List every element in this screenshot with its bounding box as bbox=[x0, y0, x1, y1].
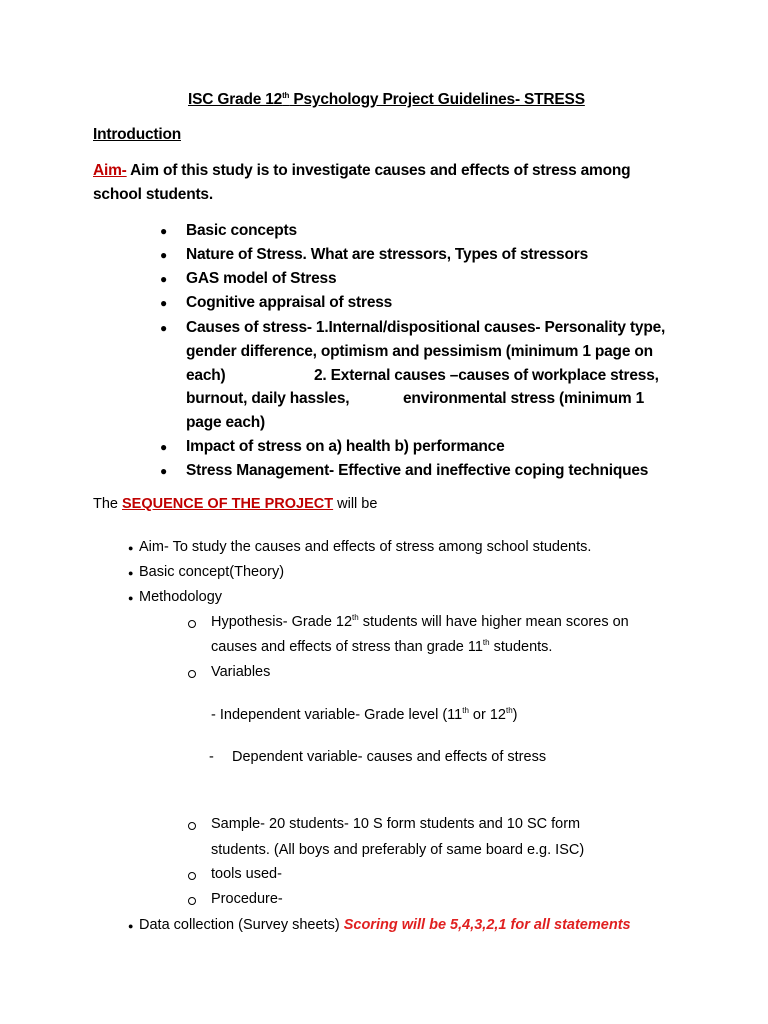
topic-item-cont: environmental stress (minimum 1 bbox=[403, 390, 645, 407]
aim-label: Aim- bbox=[93, 162, 127, 179]
circle-bullet-icon bbox=[188, 670, 196, 678]
circle-bullet-icon bbox=[188, 872, 196, 880]
circle-bullet-icon bbox=[188, 897, 196, 905]
bullet-icon: ● bbox=[128, 568, 134, 578]
independent-variable: - Independent variable- Grade level (11th or 12th) bbox=[211, 706, 518, 723]
topic-item-cont: page each) bbox=[186, 414, 265, 431]
seq-item: Data collection (Survey sheets) Scoring will be 5,4,3,2,1 for all statements bbox=[139, 917, 631, 933]
seq-subitem: Procedure- bbox=[211, 891, 283, 907]
dependent-variable-dash: - bbox=[209, 749, 214, 765]
seq-item: Basic concept(Theory) bbox=[139, 564, 285, 580]
seq-subitem: Hypothesis- Grade 12th students will have higher mean scores on bbox=[211, 613, 629, 630]
aim-line-2: school students. bbox=[93, 186, 213, 203]
bullet-icon: ● bbox=[160, 248, 168, 262]
topic-item: Cognitive appraisal of stress bbox=[186, 294, 393, 311]
bullet-icon: ● bbox=[160, 464, 168, 478]
topic-item: Impact of stress on a) health b) performance bbox=[186, 438, 505, 455]
intro-heading: Introduction bbox=[93, 126, 181, 143]
seq-item: Aim- To study the causes and effects of stress among school students. bbox=[139, 539, 592, 555]
aim-line-1: Aim- Aim of this study is to investigate causes and effects of stress among bbox=[93, 162, 631, 179]
dependent-variable: Dependent variable- causes and effects of stress bbox=[232, 749, 547, 765]
topic-item: GAS model of Stress bbox=[186, 270, 337, 287]
seq-subitem: tools used- bbox=[211, 866, 282, 882]
seq-subitem: Variables bbox=[211, 664, 271, 680]
seq-subitem-cont: causes and effects of stress than grade 11th students. bbox=[211, 638, 553, 655]
bullet-icon: ● bbox=[128, 921, 134, 931]
bullet-icon: ● bbox=[128, 543, 134, 553]
topic-item-cont: 2. External causes –causes of workplace stress, bbox=[314, 367, 659, 384]
topic-item-cont: burnout, daily hassles, bbox=[186, 390, 350, 407]
topic-item: Causes of stress- 1.Internal/dispositional causes- Personality type, bbox=[186, 319, 666, 336]
seq-subitem: Sample- 20 students- 10 S form students and 10 SC form bbox=[211, 816, 581, 832]
topic-item: Nature of Stress. What are stressors, Types of stressors bbox=[186, 246, 589, 263]
circle-bullet-icon bbox=[188, 822, 196, 830]
circle-bullet-icon bbox=[188, 620, 196, 628]
topic-item-cont: each) bbox=[186, 367, 226, 384]
topic-item: Basic concepts bbox=[186, 222, 297, 239]
bullet-icon: ● bbox=[160, 296, 168, 310]
topic-item-cont: gender difference, optimism and pessimism (minimum 1 page on bbox=[186, 343, 653, 360]
topic-item: Stress Management- Effective and ineffective coping techniques bbox=[186, 462, 649, 479]
bullet-icon: ● bbox=[160, 224, 168, 238]
sequence-heading: The SEQUENCE OF THE PROJECT will be bbox=[93, 496, 378, 512]
bullet-icon: ● bbox=[160, 272, 168, 286]
seq-subitem-cont: students. (All boys and preferably of same board e.g. ISC) bbox=[211, 842, 585, 858]
bullet-icon: ● bbox=[160, 440, 168, 454]
bullet-icon: ● bbox=[128, 593, 134, 603]
bullet-icon: ● bbox=[160, 321, 168, 335]
page-title: ISC Grade 12th Psychology Project Guidelines- STRESS bbox=[188, 90, 585, 108]
seq-item: Methodology bbox=[139, 589, 223, 605]
scoring-note: Scoring will be 5,4,3,2,1 for all statements bbox=[343, 917, 631, 933]
